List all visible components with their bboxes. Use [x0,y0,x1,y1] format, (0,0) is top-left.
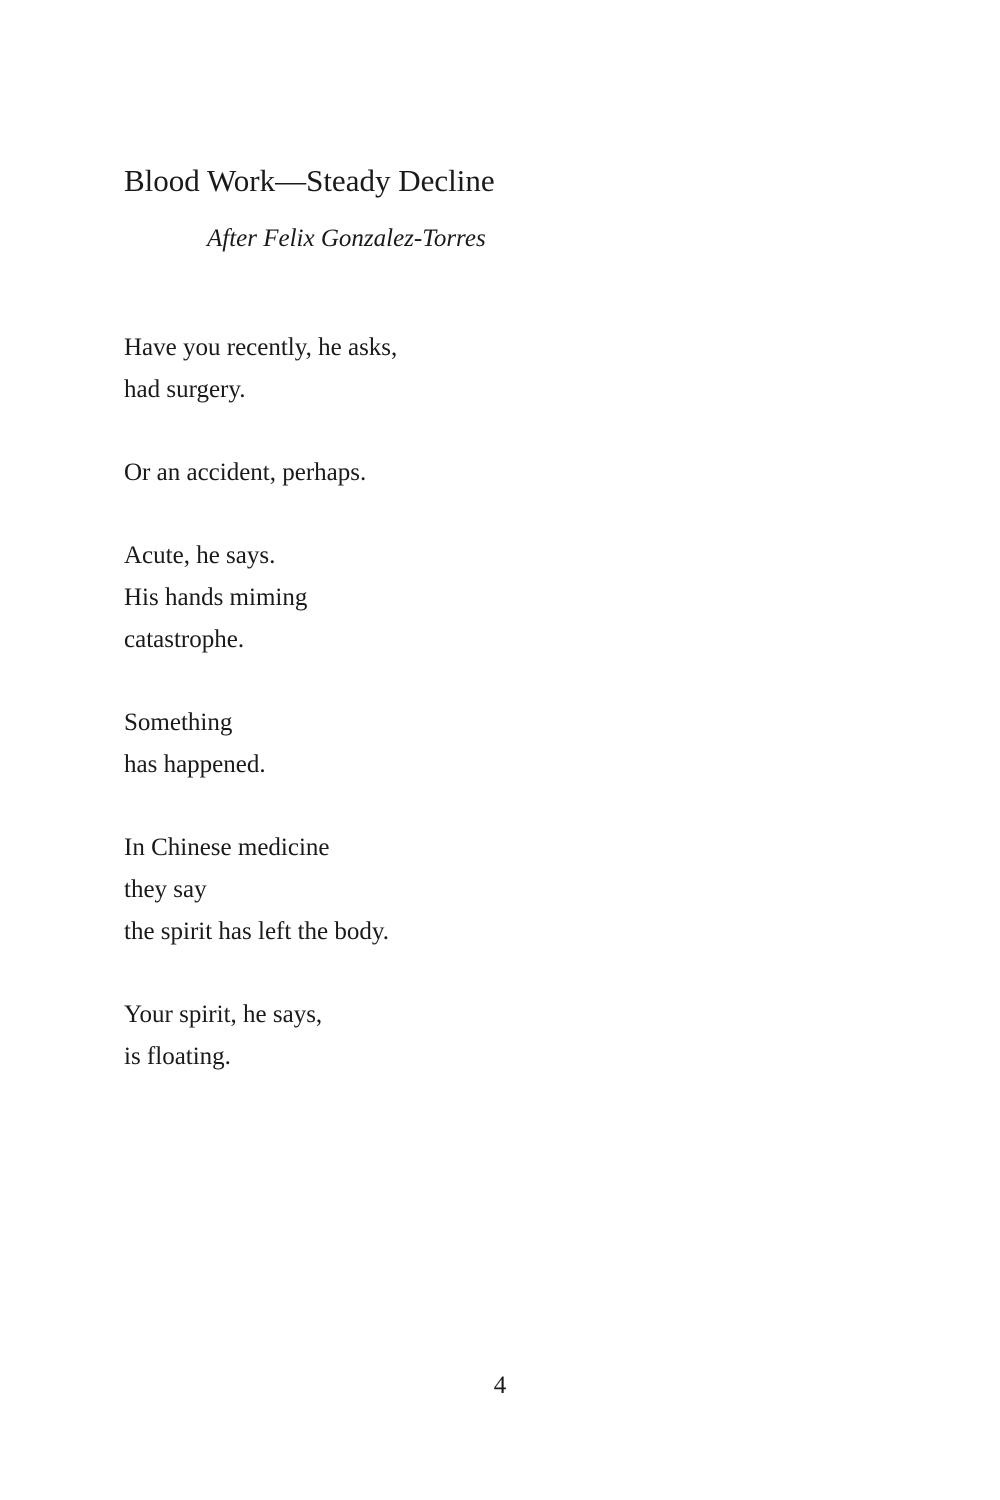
stanza [124,327,824,411]
stanza [124,535,824,661]
stanza [124,827,824,953]
page-number: 4 [493,1372,507,1399]
poem-line: the spirit has left the body. [124,918,389,945]
poem-line: Something [124,709,233,736]
poem-line: Have you recently, he asks, [124,334,398,361]
poem-body [124,327,824,1119]
poem-line: Or an accident, perhaps. [124,459,367,486]
stanza [124,702,824,786]
stanza [124,452,824,494]
poem-line: catastrophe. [124,626,245,653]
poem-line: Acute, he says. [124,542,276,569]
poem-line: had surgery. [124,376,246,403]
poem-line: is floating. [124,1043,231,1070]
poem-line: Your spirit, he says, [124,1001,323,1028]
poem-dedication: After Felix Gonzalez-Torres [207,225,486,252]
poem-line: has happened. [124,751,266,778]
poem-title: Blood Work—Steady Decline [124,163,495,198]
stanza [124,994,824,1078]
poem-line: they say [124,876,207,903]
poem-line: In Chinese medicine [124,834,330,861]
poem-line: His hands miming [124,584,308,611]
